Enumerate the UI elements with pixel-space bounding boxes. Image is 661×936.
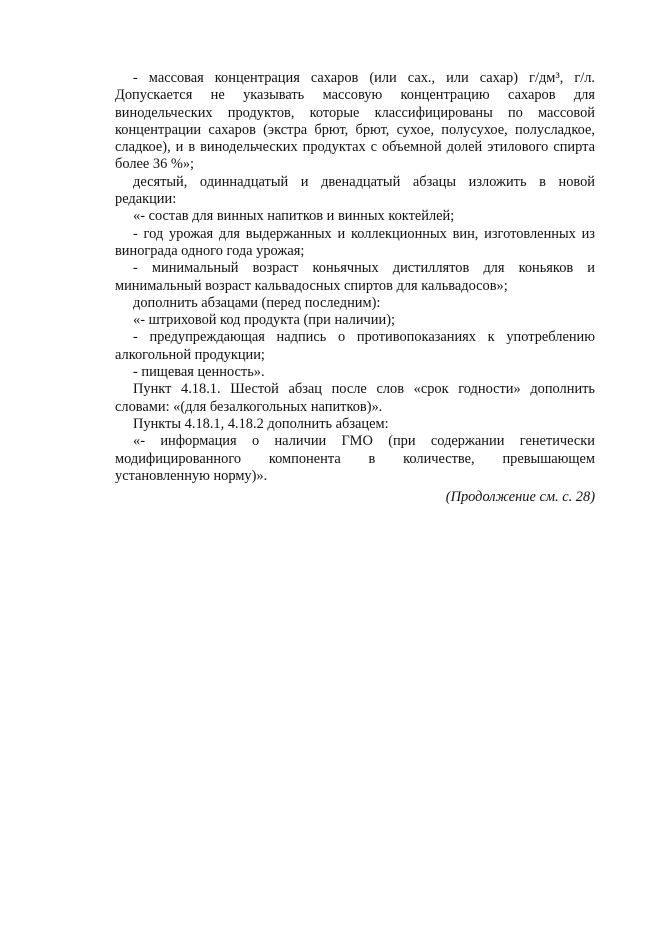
paragraph-sugar-concentration: - массовая концентрация сахаров (или сах., или сахар) г/дм³, г/л. Допускается не указывать массовую концентрацию сахаров для винодельческих продуктов, которые классифицированы по массовой концентрации сахаров (экстра брют, брют, сухое, полусухое, полусладкое, сладкое), и в винодельческих продуктах с объемной долей этилового спирта более 36 %»; [115,70,595,173]
paragraph-new-edition: десятый, одиннадцатый и двенадцатый абзацы изложить в новой редакции: [115,173,595,208]
paragraph-nutrition: - пищевая ценность». [133,364,265,381]
continuation-note: (Продолжение см. с. 28) [445,489,595,506]
paragraph-composition: «- состав для винных напитков и винных коктейлей; [133,208,455,225]
paragraph-clause-4-18-1: Пункт 4.18.1. Шестой абзац после слов «срок годности» дополнить словами: «(для безалкогольных напитков)». [115,381,595,415]
paragraph-gmo: «- информация о наличии ГМО (при содержании генетически модифицированного компонента в количестве, превышающем установленную норму)». [115,433,595,484]
paragraph-barcode: «- штриховой код продукта (при наличии); [133,312,395,329]
paragraph-harvest-year: - год урожая для выдержанных и коллекционных вин, изготовленных из винограда одного года урожая; [115,225,595,259]
paragraph-warning: - предупреждающая надпись о противопоказаниях к употреблению алкогольной продукции; [115,329,595,363]
paragraph-add-before-last: дополнить абзацами (перед последним): [133,294,381,311]
paragraph-clauses-add: Пункты 4.18.1, 4.18.2 дополнить абзацем: [133,415,389,432]
document-page [115,70,595,506]
paragraph-minimum-age: - минимальный возраст коньячных дистиллятов для коньяков и минимальный возраст кальвадосных спиртов для кальвадосов»; [115,260,595,294]
